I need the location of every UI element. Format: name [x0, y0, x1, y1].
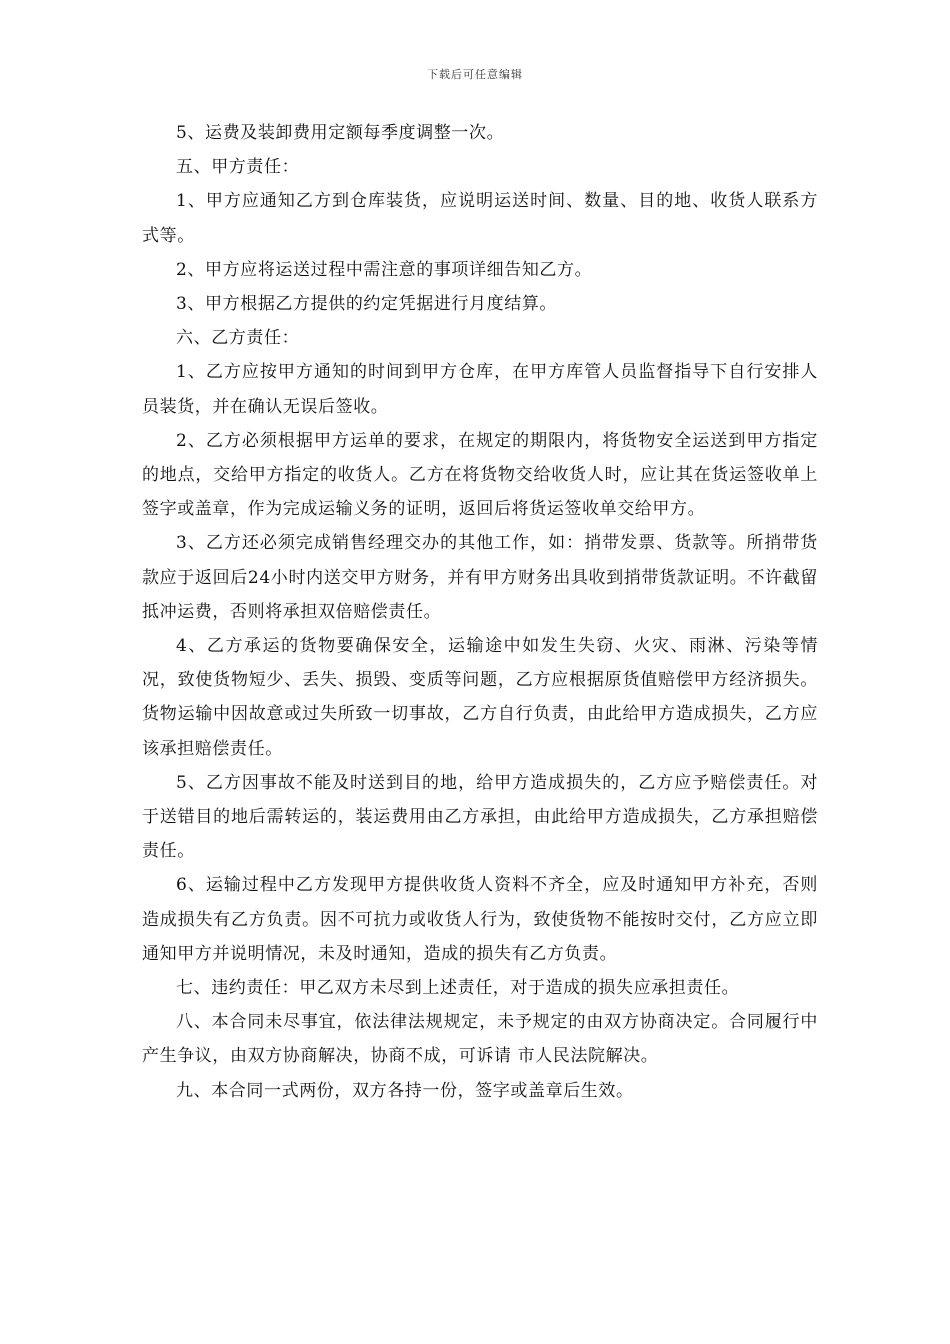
section-heading-party-a: 五、甲方责任：: [176, 157, 300, 178]
clause-party-b-3: 3、乙方还必须完成销售经理交办的其他工作，如：捎带发票、货款等。所捎带货款应于返回后24小时内送交甲方财务，并有甲方财务出具收到捎带货款证明。不许截留抵冲运费，否则将承担双倍赔偿责任。: [142, 533, 818, 622]
clause-party-a-3: 3、甲方根据乙方提供的约定凭据进行月度结算。: [176, 294, 558, 315]
clause-party-b-4: 4、乙方承运的货物要确保安全，运输途中如发生失窃、火灾、雨淋、污染等情况，致使货物短少、丢失、损毁、变质等问题，乙方应根据原货值赔偿甲方经济损失。货物运输中因故意或过失所致一切事故，乙方自行负责，由此给甲方造成损失，乙方应该承担赔偿责任。: [142, 636, 818, 759]
section-liability: 七、违约责任：甲乙双方未尽到上述责任，对于造成的损失应承担责任。: [176, 978, 740, 999]
clause-party-b-5: 5、乙方因事故不能及时送到目的地，给甲方造成损失的，乙方应予赔偿责任。对于送错目的地后需转运的，装运费用由乙方承担，由此给甲方造成损失，乙方承担赔偿责任。: [142, 772, 818, 862]
clause-party-b-1: 1、乙方应按甲方通知的时间到甲方仓库，在甲方库管人员监督指导下自行安排人员装货，并在确认无误后签收。: [142, 362, 818, 417]
document-body: [142, 116, 818, 1108]
clause-party-a-2: 2、甲方应将运送过程中需注意的事项详细告知乙方。: [176, 259, 593, 280]
clause-party-b-2: 2、乙方必须根据甲方运单的要求，在规定的期限内，将货物安全运送到甲方指定的地点，交给甲方指定的收货人。乙方在将货物交给收货人时，应让其在货运签收单上签字或盖章，作为完成运输义务的证明，返回后将货运签收单交给甲方。: [142, 430, 818, 520]
clause-fee-adjustment: 5、运费及装卸费用定额每季度调整一次。: [176, 123, 505, 143]
clause-party-a-1: 1、甲方应通知乙方到仓库装货，应说明运送时间、数量、目的地、收货人联系方式等。: [142, 191, 818, 246]
section-disputes: 八、本合同未尽事宜，依法律法规规定，未予规定的由双方协商决定。合同履行中产生争议，由双方协商解决，协商不成，可诉请 市人民法院解决。: [142, 1012, 818, 1067]
page-header: 下载后可任意编辑: [427, 68, 523, 81]
section-copies: 九、本合同一式两份，双方各持一份，签字或盖章后生效。: [176, 1080, 634, 1101]
clause-party-b-6: 6、运输过程中乙方发现甲方提供收货人资料不齐全，应及时通知甲方补充，否则造成损失有乙方负责。因不可抗力或收货人行为，致使货物不能按时交付，乙方应立即通知甲方并说明情况，未及时通知，造成的损失有乙方负责。: [142, 875, 818, 964]
section-heading-party-b: 六、乙方责任：: [176, 328, 300, 349]
